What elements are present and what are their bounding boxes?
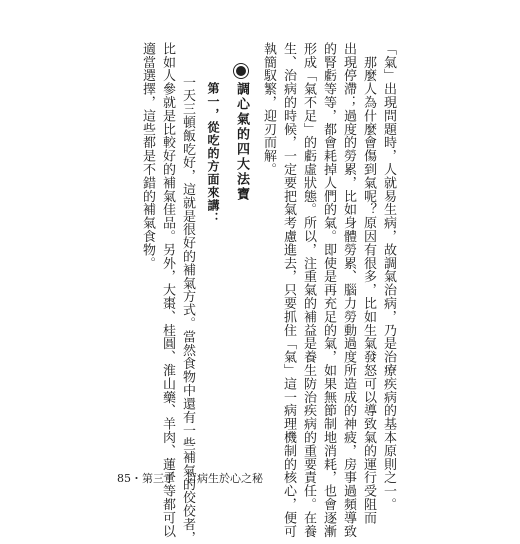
paragraph-column: 一天三頓飯吃好，這就是很好的補氣方式。當然食物中還有一些補氣的佼佼者， xyxy=(180,62,195,544)
paragraph-column: 的腎虧等等，都會耗掉人們的氣。即使是再充足的氣，如果無節制地消耗，也會逐漸 xyxy=(321,42,336,538)
subheading: 第一，從吃的方面來講： xyxy=(206,82,220,225)
bullet-icon xyxy=(234,64,248,78)
paragraph-column: 比如人參就是比較好的補氣佳品。另外，大棗、桂圓、淮山藥、羊肉、蓮子等都可以 xyxy=(160,42,175,538)
paragraph-column: 適當選擇，這些都是不錯的補氣食物。 xyxy=(140,42,155,270)
paragraph-column: 生、治病的時候，一定要把氣考慮進去，只要抓住「氣」這一病理機制的核心，便可 xyxy=(281,42,296,538)
paragraph-column: 形成「氣不足」的虧虛狀態。所以，注重氣的補益是養生防治疾病的重要責任。在養 xyxy=(301,42,316,538)
page-footer: 85・第三章 百病生於心之秘 xyxy=(117,472,263,485)
paragraph-column: 那麼人為什麼會傷到氣呢？原因有很多，比如生氣發怒可以導致氣的運行受阻而 xyxy=(361,42,376,525)
paragraph-column: 出現停滯；過度的勞累，比如身體勞累、腦力勞動過度所造成的神疲，房事過頻導致 xyxy=(341,42,356,538)
paragraph-column: 執簡馭繁，迎刃而解。 xyxy=(261,42,276,176)
section-heading xyxy=(232,64,251,202)
paragraph-column: 「氣」出現問題時，人就易生病，故調氣治病，乃是治療疾病的基本原則之一。 xyxy=(381,42,396,511)
section-heading-text: 調心氣的四大法寶 xyxy=(234,82,249,202)
